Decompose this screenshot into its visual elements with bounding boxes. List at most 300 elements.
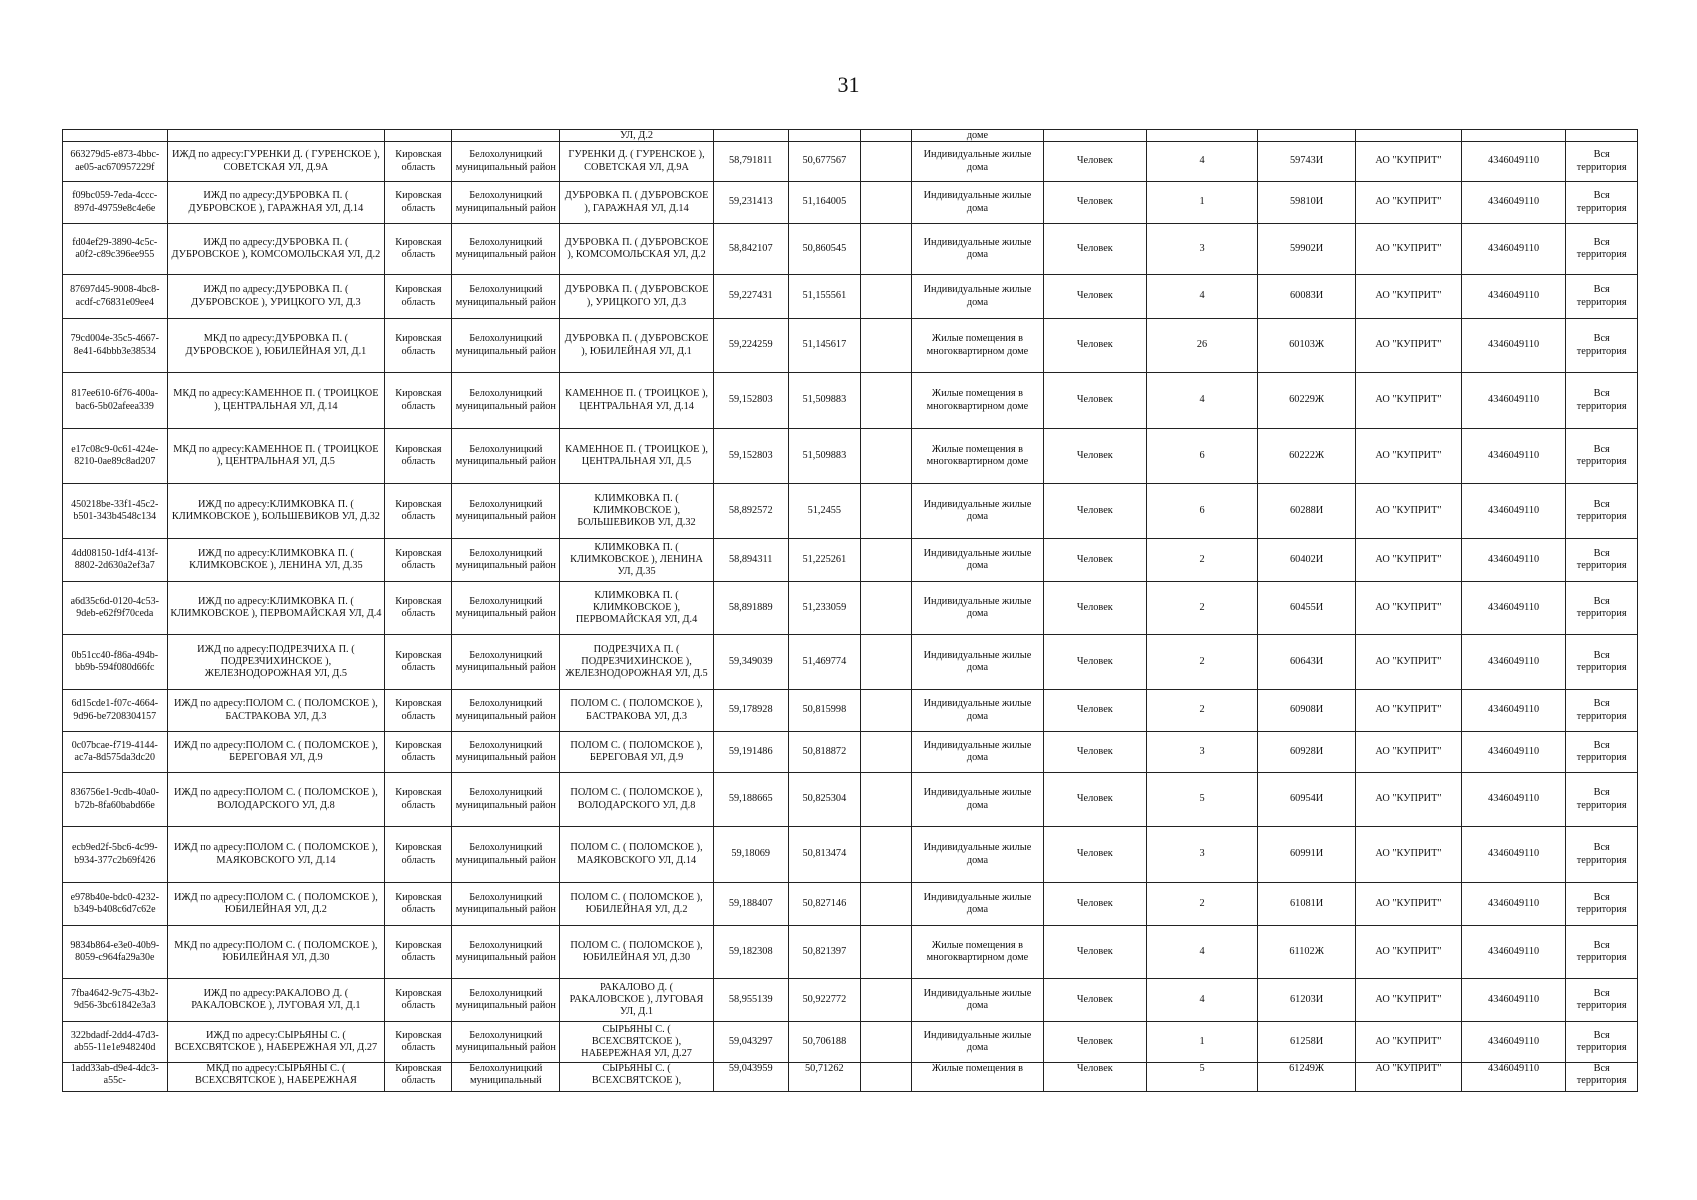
cell-object: ИЖД по адресу:ПОЛОМ С. ( ПОЛОМСКОЕ ), МАЯКОВСКОГО УЛ, Д.14	[167, 827, 385, 883]
cell-territory: Вся территория	[1566, 979, 1638, 1022]
cell-lat: 59,349039	[713, 635, 788, 690]
cell-qty: 4	[1147, 926, 1258, 979]
cell-org: АО "КУПРИТ"	[1356, 926, 1462, 979]
cell-unit: Человек	[1043, 732, 1147, 773]
cell-unit: Человек	[1043, 773, 1147, 827]
cell-object: МКД по адресу:СЫРЬЯНЫ С. ( ВСЕХСВЯТСКОЕ ), НАБЕРЕЖНАЯ	[167, 1063, 385, 1092]
cell-address: ПОЛОМ С. ( ПОЛОМСКОЕ ), ЮБИЛЕЙНАЯ УЛ, Д.30	[560, 926, 714, 979]
table-row	[63, 635, 1638, 690]
cell-inn: 4346049110	[1461, 979, 1566, 1022]
cell-qty: 3	[1147, 224, 1258, 275]
cell-code: 59902И	[1258, 224, 1356, 275]
cell-territory: Вся территория	[1566, 319, 1638, 373]
cell-type: Индивидуальные жилые дома	[912, 635, 1043, 690]
cell-code: 61102Ж	[1258, 926, 1356, 979]
cell-code: 60229Ж	[1258, 373, 1356, 429]
table-row	[63, 773, 1638, 827]
cell-lon: 51,145617	[788, 319, 861, 373]
cell-qty: 2	[1147, 883, 1258, 926]
cell-lon: 50,815998	[788, 690, 861, 732]
cell-lat: 59,152803	[713, 373, 788, 429]
cell-empty	[861, 582, 912, 635]
cell-district: Белохолуницкий муниципальный район	[452, 142, 560, 182]
cell-id: 817ee610-6f76-400a-bac6-5b02afeea339	[63, 373, 168, 429]
cell-org: АО "КУПРИТ"	[1356, 732, 1462, 773]
cell-inn: 4346049110	[1461, 926, 1566, 979]
cell-unit: Человек	[1043, 182, 1147, 224]
cell-type: Индивидуальные жилые дома	[912, 182, 1043, 224]
cell-lon	[788, 130, 861, 142]
cell-unit: Человек	[1043, 142, 1147, 182]
cell-inn: 4346049110	[1461, 275, 1566, 319]
cell-code: 60222Ж	[1258, 429, 1356, 484]
cell-territory: Вся территория	[1566, 373, 1638, 429]
cell-qty: 4	[1147, 275, 1258, 319]
cell-district: Белохолуницкий муниципальный район	[452, 926, 560, 979]
cell-region: Кировская область	[385, 732, 452, 773]
cell-type: Жилые помещения в многоквартирном доме	[912, 373, 1043, 429]
cell-lon: 50,825304	[788, 773, 861, 827]
cell-empty	[861, 539, 912, 582]
cell-region: Кировская область	[385, 1022, 452, 1063]
table-row	[63, 373, 1638, 429]
cell-lat: 58,892572	[713, 484, 788, 539]
cell-id: f09bc059-7eda-4ccc-897d-49759e8c4e6e	[63, 182, 168, 224]
table-row	[63, 979, 1638, 1022]
cell-inn: 4346049110	[1461, 319, 1566, 373]
cell-type: Индивидуальные жилые дома	[912, 275, 1043, 319]
cell-district: Белохолуницкий муниципальный район	[452, 182, 560, 224]
table-row	[63, 883, 1638, 926]
cell-lon: 51,225261	[788, 539, 861, 582]
cell-code: 60103Ж	[1258, 319, 1356, 373]
cell-empty	[861, 732, 912, 773]
cell-unit: Человек	[1043, 373, 1147, 429]
cell-inn: 4346049110	[1461, 732, 1566, 773]
cell-inn: 4346049110	[1461, 690, 1566, 732]
cell-id	[63, 130, 168, 142]
cell-empty	[861, 883, 912, 926]
cell-territory: Вся территория	[1566, 690, 1638, 732]
cell-territory: Вся территория	[1566, 773, 1638, 827]
cell-district: Белохолуницкий муниципальный	[452, 1063, 560, 1092]
cell-region: Кировская область	[385, 429, 452, 484]
cell-empty	[861, 827, 912, 883]
cell-lat: 58,894311	[713, 539, 788, 582]
cell-type: Индивидуальные жилые дома	[912, 690, 1043, 732]
cell-region: Кировская область	[385, 142, 452, 182]
cell-lon: 50,677567	[788, 142, 861, 182]
cell-territory: Вся территория	[1566, 275, 1638, 319]
cell-inn: 4346049110	[1461, 142, 1566, 182]
cell-type: Индивидуальные жилые дома	[912, 979, 1043, 1022]
cell-id: 87697d45-9008-4bc8-acdf-c76831e09ee4	[63, 275, 168, 319]
cell-type: Жилые помещения в	[912, 1063, 1043, 1092]
cell-type: Индивидуальные жилые дома	[912, 484, 1043, 539]
cell-district: Белохолуницкий муниципальный район	[452, 429, 560, 484]
cell-lon: 51,155561	[788, 275, 861, 319]
cell-district	[452, 130, 560, 142]
cell-lat: 59,178928	[713, 690, 788, 732]
cell-lat: 59,191486	[713, 732, 788, 773]
table-row	[63, 1063, 1638, 1092]
cell-org: АО "КУПРИТ"	[1356, 224, 1462, 275]
cell-unit: Человек	[1043, 224, 1147, 275]
cell-territory: Вся территория	[1566, 582, 1638, 635]
table-row	[63, 275, 1638, 319]
cell-inn: 4346049110	[1461, 224, 1566, 275]
cell-address: ПОДРЕЗЧИХА П. ( ПОДРЕЗЧИХИНСКОЕ ), ЖЕЛЕЗНОДОРОЖНАЯ УЛ, Д.5	[560, 635, 714, 690]
cell-org: АО "КУПРИТ"	[1356, 373, 1462, 429]
cell-inn	[1461, 130, 1566, 142]
cell-address: РАКАЛОВО Д. ( РАКАЛОВСКОЕ ), ЛУГОВАЯ УЛ, Д.1	[560, 979, 714, 1022]
cell-lon: 51,469774	[788, 635, 861, 690]
cell-object: ИЖД по адресу:СЫРЬЯНЫ С. ( ВСЕХСВЯТСКОЕ ), НАБЕРЕЖНАЯ УЛ, Д.27	[167, 1022, 385, 1063]
cell-region: Кировская область	[385, 827, 452, 883]
cell-lat: 59,227431	[713, 275, 788, 319]
cell-lat: 59,182308	[713, 926, 788, 979]
cell-unit: Человек	[1043, 582, 1147, 635]
cell-qty: 1	[1147, 182, 1258, 224]
cell-qty: 4	[1147, 979, 1258, 1022]
cell-lon: 51,509883	[788, 373, 861, 429]
cell-territory: Вся территория	[1566, 635, 1638, 690]
cell-region: Кировская область	[385, 773, 452, 827]
cell-unit: Человек	[1043, 979, 1147, 1022]
cell-org: АО "КУПРИТ"	[1356, 773, 1462, 827]
cell-type: Индивидуальные жилые дома	[912, 1022, 1043, 1063]
cell-lon: 50,922772	[788, 979, 861, 1022]
cell-lon: 50,706188	[788, 1022, 861, 1063]
cell-address: ДУБРОВКА П. ( ДУБРОВСКОЕ ), КОМСОМОЛЬСКАЯ УЛ, Д.2	[560, 224, 714, 275]
cell-region: Кировская область	[385, 635, 452, 690]
cell-region	[385, 130, 452, 142]
cell-qty: 2	[1147, 582, 1258, 635]
cell-empty	[861, 926, 912, 979]
cell-code: 61203И	[1258, 979, 1356, 1022]
cell-address: КАМЕННОЕ П. ( ТРОИЦКОЕ ), ЦЕНТРАЛЬНАЯ УЛ, Д.14	[560, 373, 714, 429]
cell-region: Кировская область	[385, 690, 452, 732]
cell-empty	[861, 690, 912, 732]
cell-org: АО "КУПРИТ"	[1356, 582, 1462, 635]
cell-lat: 58,891889	[713, 582, 788, 635]
cell-object: ИЖД по адресу:ПОЛОМ С. ( ПОЛОМСКОЕ ), БАСТРАКОВА УЛ, Д.3	[167, 690, 385, 732]
cell-address: УЛ, Д.2	[560, 130, 714, 142]
cell-lat: 59,152803	[713, 429, 788, 484]
cell-object: ИЖД по адресу:ПОЛОМ С. ( ПОЛОМСКОЕ ), ВОЛОДАРСКОГО УЛ, Д.8	[167, 773, 385, 827]
table-row	[63, 182, 1638, 224]
cell-empty	[861, 484, 912, 539]
table-row	[63, 732, 1638, 773]
cell-region: Кировская область	[385, 979, 452, 1022]
cell-lat	[713, 130, 788, 142]
cell-inn: 4346049110	[1461, 827, 1566, 883]
cell-qty: 6	[1147, 484, 1258, 539]
cell-object: МКД по адресу:ДУБРОВКА П. ( ДУБРОВСКОЕ ), ЮБИЛЕЙНАЯ УЛ, Д.1	[167, 319, 385, 373]
cell-lon: 50,860545	[788, 224, 861, 275]
cell-object: ИЖД по адресу:ДУБРОВКА П. ( ДУБРОВСКОЕ ), УРИЦКОГО УЛ, Д.3	[167, 275, 385, 319]
cell-unit: Человек	[1043, 484, 1147, 539]
cell-qty: 2	[1147, 635, 1258, 690]
registry-table	[62, 129, 1638, 1092]
cell-territory: Вся территория	[1566, 883, 1638, 926]
table-row	[63, 690, 1638, 732]
table-row	[63, 1022, 1638, 1063]
cell-district: Белохолуницкий муниципальный район	[452, 484, 560, 539]
cell-inn: 4346049110	[1461, 484, 1566, 539]
table-row	[63, 429, 1638, 484]
cell-code: 61081И	[1258, 883, 1356, 926]
cell-org: АО "КУПРИТ"	[1356, 690, 1462, 732]
cell-address: ГУРЕНКИ Д. ( ГУРЕНСКОЕ ), СОВЕТСКАЯ УЛ, Д.9А	[560, 142, 714, 182]
cell-region: Кировская область	[385, 1063, 452, 1092]
cell-district: Белохолуницкий муниципальный район	[452, 979, 560, 1022]
cell-region: Кировская область	[385, 539, 452, 582]
cell-org: АО "КУПРИТ"	[1356, 429, 1462, 484]
cell-lat: 59,188665	[713, 773, 788, 827]
cell-territory: Вся территория	[1566, 539, 1638, 582]
cell-empty	[861, 275, 912, 319]
cell-lat: 59,188407	[713, 883, 788, 926]
cell-address: СЫРЬЯНЫ С. ( ВСЕХСВЯТСКОЕ ), НАБЕРЕЖНАЯ УЛ, Д.27	[560, 1022, 714, 1063]
cell-org: АО "КУПРИТ"	[1356, 635, 1462, 690]
cell-lat: 59,043297	[713, 1022, 788, 1063]
cell-region: Кировская область	[385, 582, 452, 635]
cell-code: 60402И	[1258, 539, 1356, 582]
cell-region: Кировская область	[385, 373, 452, 429]
cell-lon: 51,164005	[788, 182, 861, 224]
cell-type: Жилые помещения в многоквартирном доме	[912, 926, 1043, 979]
cell-inn: 4346049110	[1461, 182, 1566, 224]
cell-object: ИЖД по адресу:КЛИМКОВКА П. ( КЛИМКОВСКОЕ ), ПЕРВОМАЙСКАЯ УЛ, Д.4	[167, 582, 385, 635]
cell-object: ИЖД по адресу:РАКАЛОВО Д. ( РАКАЛОВСКОЕ ), ЛУГОВАЯ УЛ, Д.1	[167, 979, 385, 1022]
cell-address: КЛИМКОВКА П. ( КЛИМКОВСКОЕ ), ЛЕНИНА УЛ, Д.35	[560, 539, 714, 582]
cell-type: Индивидуальные жилые дома	[912, 142, 1043, 182]
cell-empty	[861, 429, 912, 484]
cell-object: ИЖД по адресу:ПОЛОМ С. ( ПОЛОМСКОЕ ), ЮБИЛЕЙНАЯ УЛ, Д.2	[167, 883, 385, 926]
cell-lat: 58,791811	[713, 142, 788, 182]
cell-org	[1356, 130, 1462, 142]
cell-territory: Вся территория	[1566, 429, 1638, 484]
cell-unit: Человек	[1043, 275, 1147, 319]
cell-inn: 4346049110	[1461, 539, 1566, 582]
cell-org: АО "КУПРИТ"	[1356, 142, 1462, 182]
cell-lon: 50,813474	[788, 827, 861, 883]
cell-org: АО "КУПРИТ"	[1356, 979, 1462, 1022]
cell-qty: 5	[1147, 773, 1258, 827]
cell-org: АО "КУПРИТ"	[1356, 1063, 1462, 1092]
cell-object: ИЖД по адресу:ПОЛОМ С. ( ПОЛОМСКОЕ ), БЕРЕГОВАЯ УЛ, Д.9	[167, 732, 385, 773]
cell-address: КЛИМКОВКА П. ( КЛИМКОВСКОЕ ), ПЕРВОМАЙСКАЯ УЛ, Д.4	[560, 582, 714, 635]
cell-address: ПОЛОМ С. ( ПОЛОМСКОЕ ), МАЯКОВСКОГО УЛ, Д.14	[560, 827, 714, 883]
cell-address: ПОЛОМ С. ( ПОЛОМСКОЕ ), ВОЛОДАРСКОГО УЛ, Д.8	[560, 773, 714, 827]
cell-lat: 58,955139	[713, 979, 788, 1022]
table-row	[63, 827, 1638, 883]
cell-lon: 51,233059	[788, 582, 861, 635]
cell-district: Белохолуницкий муниципальный район	[452, 539, 560, 582]
cell-unit: Человек	[1043, 635, 1147, 690]
cell-type: Индивидуальные жилые дома	[912, 582, 1043, 635]
cell-district: Белохолуницкий муниципальный район	[452, 773, 560, 827]
cell-address: СЫРЬЯНЫ С. ( ВСЕХСВЯТСКОЕ ),	[560, 1063, 714, 1092]
cell-territory: Вся территория	[1566, 926, 1638, 979]
cell-district: Белохолуницкий муниципальный район	[452, 582, 560, 635]
cell-district: Белохолуницкий муниципальный район	[452, 690, 560, 732]
cell-unit: Человек	[1043, 319, 1147, 373]
cell-id: 0c07bcae-f719-4144-ac7a-8d575da3dc20	[63, 732, 168, 773]
table-row	[63, 484, 1638, 539]
cell-unit: Человек	[1043, 690, 1147, 732]
cell-object: МКД по адресу:ПОЛОМ С. ( ПОЛОМСКОЕ ), ЮБИЛЕЙНАЯ УЛ, Д.30	[167, 926, 385, 979]
cell-empty	[861, 1063, 912, 1092]
cell-type: Жилые помещения в многоквартирном доме	[912, 429, 1043, 484]
cell-type: Индивидуальные жилые дома	[912, 827, 1043, 883]
cell-unit: Человек	[1043, 926, 1147, 979]
table-row-continued	[63, 130, 1638, 142]
cell-address: ДУБРОВКА П. ( ДУБРОВСКОЕ ), УРИЦКОГО УЛ, Д.3	[560, 275, 714, 319]
cell-object: ИЖД по адресу:ПОДРЕЗЧИХА П. ( ПОДРЕЗЧИХИНСКОЕ ), ЖЕЛЕЗНОДОРОЖНАЯ УЛ, Д.5	[167, 635, 385, 690]
table-row	[63, 582, 1638, 635]
cell-code: 60908И	[1258, 690, 1356, 732]
cell-id: 6d15cde1-f07c-4664-9d96-be7208304157	[63, 690, 168, 732]
cell-code: 60643И	[1258, 635, 1356, 690]
cell-type: Жилые помещения в многоквартирном доме	[912, 319, 1043, 373]
cell-code	[1258, 130, 1356, 142]
cell-unit: Человек	[1043, 539, 1147, 582]
cell-object: ИЖД по адресу:ДУБРОВКА П. ( ДУБРОВСКОЕ ), КОМСОМОЛЬСКАЯ УЛ, Д.2	[167, 224, 385, 275]
cell-qty: 26	[1147, 319, 1258, 373]
cell-qty: 2	[1147, 690, 1258, 732]
cell-unit: Человек	[1043, 1022, 1147, 1063]
cell-region: Кировская область	[385, 484, 452, 539]
cell-code: 60455И	[1258, 582, 1356, 635]
cell-code: 61249Ж	[1258, 1063, 1356, 1092]
cell-lon: 50,71262	[788, 1063, 861, 1092]
cell-unit	[1043, 130, 1147, 142]
cell-object: ИЖД по адресу:КЛИМКОВКА П. ( КЛИМКОВСКОЕ ), ЛЕНИНА УЛ, Д.35	[167, 539, 385, 582]
cell-territory	[1566, 130, 1638, 142]
cell-qty: 3	[1147, 827, 1258, 883]
cell-object: ИЖД по адресу:КЛИМКОВКА П. ( КЛИМКОВСКОЕ ), БОЛЬШЕВИКОВ УЛ, Д.32	[167, 484, 385, 539]
cell-code: 60083И	[1258, 275, 1356, 319]
cell-address: ДУБРОВКА П. ( ДУБРОВСКОЕ ), ГАРАЖНАЯ УЛ, Д.14	[560, 182, 714, 224]
table-row	[63, 319, 1638, 373]
cell-territory: Вся территория	[1566, 1022, 1638, 1063]
cell-district: Белохолуницкий муниципальный район	[452, 319, 560, 373]
cell-qty: 3	[1147, 732, 1258, 773]
cell-id: 7fba4642-9c75-43b2-9d56-3bc61842e3a3	[63, 979, 168, 1022]
cell-territory: Вся территория	[1566, 732, 1638, 773]
cell-id: 1add33ab-d9e4-4dc3-a55c-	[63, 1063, 168, 1092]
cell-qty: 1	[1147, 1022, 1258, 1063]
cell-empty	[861, 635, 912, 690]
cell-type: Индивидуальные жилые дома	[912, 539, 1043, 582]
cell-type: доме	[912, 130, 1043, 142]
cell-lon: 50,821397	[788, 926, 861, 979]
cell-address: ДУБРОВКА П. ( ДУБРОВСКОЕ ), ЮБИЛЕЙНАЯ УЛ, Д.1	[560, 319, 714, 373]
cell-id: ecb9ed2f-5bc6-4c99-b934-377c2b69f426	[63, 827, 168, 883]
cell-inn: 4346049110	[1461, 582, 1566, 635]
cell-inn: 4346049110	[1461, 429, 1566, 484]
cell-empty	[861, 224, 912, 275]
cell-code: 61258И	[1258, 1022, 1356, 1063]
table-row	[63, 926, 1638, 979]
cell-region: Кировская область	[385, 224, 452, 275]
cell-type: Индивидуальные жилые дома	[912, 224, 1043, 275]
cell-region: Кировская область	[385, 275, 452, 319]
table-row	[63, 539, 1638, 582]
cell-id: 450218be-33f1-45c2-b501-343b4548c134	[63, 484, 168, 539]
cell-qty: 6	[1147, 429, 1258, 484]
cell-address: ПОЛОМ С. ( ПОЛОМСКОЕ ), БЕРЕГОВАЯ УЛ, Д.9	[560, 732, 714, 773]
cell-territory: Вся территория	[1566, 484, 1638, 539]
cell-address: ПОЛОМ С. ( ПОЛОМСКОЕ ), ЮБИЛЕЙНАЯ УЛ, Д.2	[560, 883, 714, 926]
cell-empty	[861, 142, 912, 182]
cell-code: 60928И	[1258, 732, 1356, 773]
cell-org: АО "КУПРИТ"	[1356, 883, 1462, 926]
cell-inn: 4346049110	[1461, 773, 1566, 827]
cell-id: 663279d5-e873-4bbc-ae05-ac670957229f	[63, 142, 168, 182]
cell-type: Индивидуальные жилые дома	[912, 732, 1043, 773]
cell-lon: 51,2455	[788, 484, 861, 539]
cell-district: Белохолуницкий муниципальный район	[452, 827, 560, 883]
cell-org: АО "КУПРИТ"	[1356, 827, 1462, 883]
cell-lat: 59,224259	[713, 319, 788, 373]
cell-id: 9834b864-e3e0-40b9-8059-c964fa29a30e	[63, 926, 168, 979]
cell-lat: 59,231413	[713, 182, 788, 224]
cell-territory: Вся территория	[1566, 224, 1638, 275]
cell-qty: 2	[1147, 539, 1258, 582]
cell-empty	[861, 1022, 912, 1063]
cell-org: АО "КУПРИТ"	[1356, 319, 1462, 373]
cell-object: МКД по адресу:КАМЕННОЕ П. ( ТРОИЦКОЕ ), ЦЕНТРАЛЬНАЯ УЛ, Д.14	[167, 373, 385, 429]
cell-unit: Человек	[1043, 883, 1147, 926]
cell-inn: 4346049110	[1461, 373, 1566, 429]
cell-object	[167, 130, 385, 142]
cell-lat: 58,842107	[713, 224, 788, 275]
cell-lon: 50,818872	[788, 732, 861, 773]
cell-empty	[861, 773, 912, 827]
cell-lat: 59,043959	[713, 1063, 788, 1092]
cell-region: Кировская область	[385, 319, 452, 373]
cell-id: 322bdadf-2dd4-47d3-ab55-11e1e948240d	[63, 1022, 168, 1063]
page-number: 31	[837, 72, 860, 97]
cell-empty	[861, 373, 912, 429]
cell-qty	[1147, 130, 1258, 142]
cell-district: Белохолуницкий муниципальный район	[452, 732, 560, 773]
cell-object: МКД по адресу:КАМЕННОЕ П. ( ТРОИЦКОЕ ), ЦЕНТРАЛЬНАЯ УЛ, Д.5	[167, 429, 385, 484]
cell-unit: Человек	[1043, 1063, 1147, 1092]
cell-empty	[861, 182, 912, 224]
cell-code: 59810И	[1258, 182, 1356, 224]
cell-id: e17c08c9-0c61-424e-8210-0ae89c8ad207	[63, 429, 168, 484]
cell-region: Кировская область	[385, 883, 452, 926]
cell-qty: 4	[1147, 142, 1258, 182]
cell-org: АО "КУПРИТ"	[1356, 1022, 1462, 1063]
cell-code: 59743И	[1258, 142, 1356, 182]
cell-unit: Человек	[1043, 429, 1147, 484]
cell-empty	[861, 979, 912, 1022]
cell-inn: 4346049110	[1461, 1022, 1566, 1063]
cell-id: a6d35c6d-0120-4c53-9deb-e62f9f70ceda	[63, 582, 168, 635]
cell-territory: Вся территория	[1566, 827, 1638, 883]
cell-inn: 4346049110	[1461, 1063, 1566, 1092]
table-row	[63, 224, 1638, 275]
cell-org: АО "КУПРИТ"	[1356, 539, 1462, 582]
cell-id: 4dd08150-1df4-413f-8802-2d630a2ef3a7	[63, 539, 168, 582]
cell-code: 60288И	[1258, 484, 1356, 539]
cell-district: Белохолуницкий муниципальный район	[452, 373, 560, 429]
